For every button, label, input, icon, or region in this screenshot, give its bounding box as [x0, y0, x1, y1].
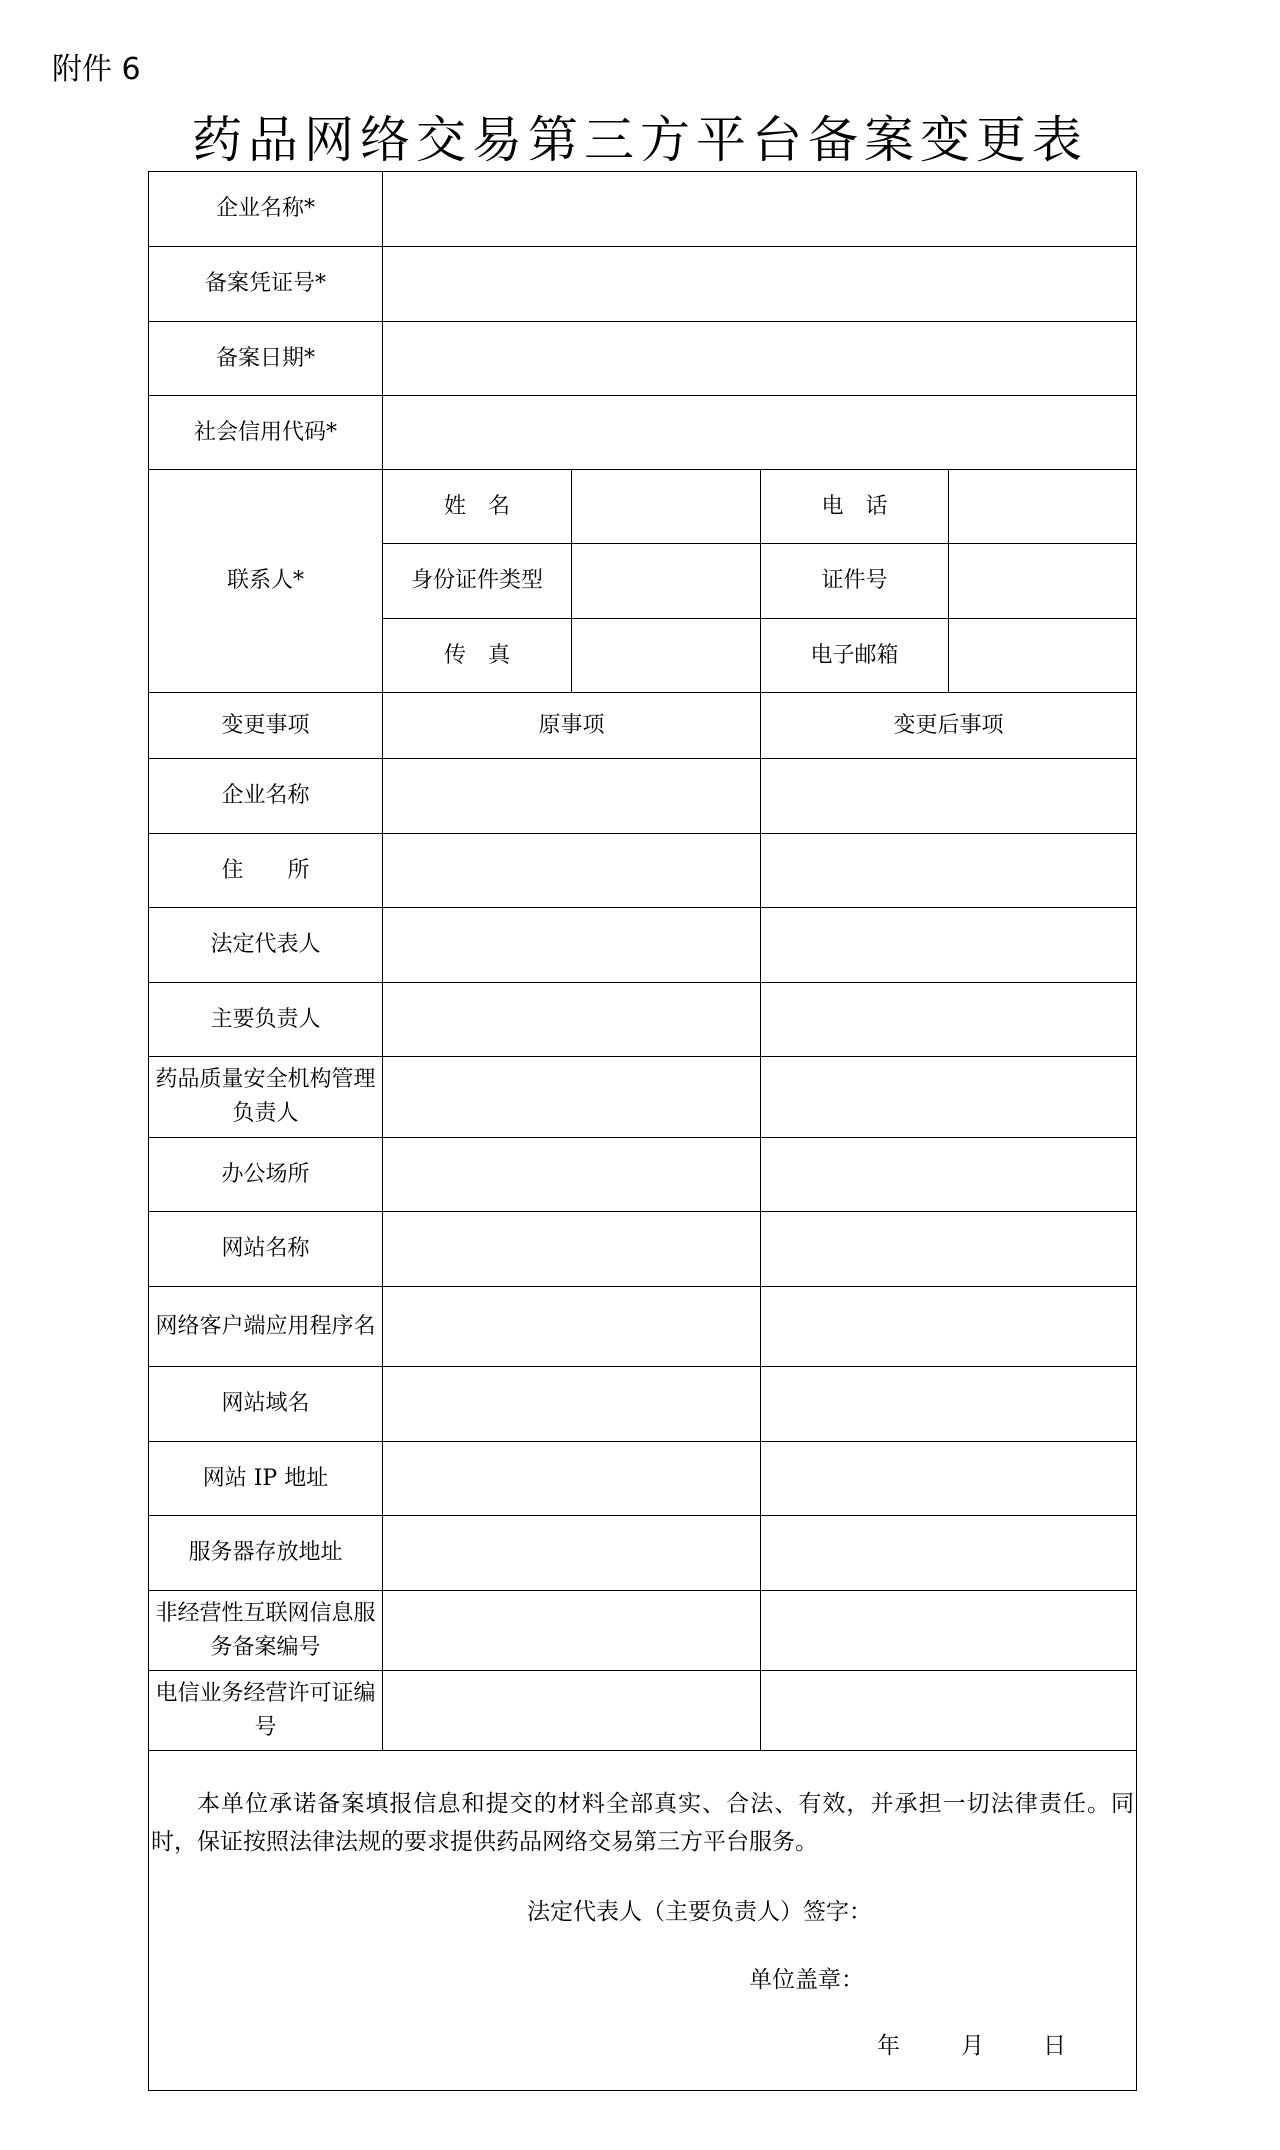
form-title: 药品网络交易第三方平台备案变更表	[192, 111, 1088, 169]
changed-value-field[interactable]	[761, 1138, 1137, 1212]
original-item-header: 原事项	[383, 693, 761, 759]
filing-date-label: 备案日期*	[149, 322, 383, 396]
contact-name-field[interactable]	[572, 470, 761, 544]
contact-id-type-label: 身份证件类型	[383, 544, 572, 619]
credit-code-label: 社会信用代码*	[149, 396, 383, 470]
change-item-label: 住 所	[149, 834, 383, 908]
change-item-label: 法定代表人	[149, 908, 383, 983]
changed-value-field[interactable]	[761, 1591, 1137, 1671]
change-item-header: 变更事项	[149, 693, 383, 759]
changed-value-field[interactable]	[761, 1442, 1137, 1516]
change-item-label: 非经营性互联网信息服务备案编号	[149, 1591, 383, 1671]
contact-phone-field[interactable]	[949, 470, 1137, 544]
company-name-field[interactable]	[383, 172, 1137, 247]
original-value-field[interactable]	[383, 908, 761, 983]
date-year-label: 年	[877, 2033, 900, 2059]
original-value-field[interactable]	[383, 1212, 761, 1287]
changed-value-field[interactable]	[761, 1057, 1137, 1138]
original-value-field[interactable]	[383, 1367, 761, 1442]
change-item-label: 主要负责人	[149, 983, 383, 1057]
original-value-field[interactable]	[383, 759, 761, 834]
declaration-text: 本单位承诺备案填报信息和提交的材料全部真实、合法、有效，并承担一切法律责任。同时，保证按照法律法规的要求提供药品网络交易第三方平台服务。	[151, 1791, 1134, 1855]
contact-id-type-field[interactable]	[572, 544, 761, 619]
contact-phone-label: 电 话	[761, 470, 949, 544]
original-value-field[interactable]	[383, 1057, 761, 1138]
changed-value-field[interactable]	[761, 1671, 1137, 1751]
original-value-field[interactable]	[383, 983, 761, 1057]
change-item-label: 药品质量安全机构管理负责人	[149, 1057, 383, 1138]
contact-label: 联系人*	[149, 470, 383, 693]
changed-value-field[interactable]	[761, 1212, 1137, 1287]
filing-date-field[interactable]	[383, 322, 1137, 396]
changed-value-field[interactable]	[761, 1367, 1137, 1442]
change-item-label: 办公场所	[149, 1138, 383, 1212]
change-item-label: 网络客户端应用程序名	[149, 1287, 383, 1367]
company-name-label: 企业名称*	[149, 172, 383, 247]
contact-email-field[interactable]	[949, 619, 1137, 693]
change-item-label: 网站名称	[149, 1212, 383, 1287]
original-value-field[interactable]	[383, 1516, 761, 1591]
changed-value-field[interactable]	[761, 834, 1137, 908]
date-month-label: 月	[961, 2033, 984, 2059]
changed-value-field[interactable]	[761, 908, 1137, 983]
declaration-section	[149, 1751, 1137, 2091]
legal-rep-signature-label: 法定代表人（主要负责人）签字：	[527, 1899, 872, 1925]
original-value-field[interactable]	[383, 1138, 761, 1212]
contact-fax-label: 传 真	[383, 619, 572, 693]
contact-fax-field[interactable]	[572, 619, 761, 693]
after-item-header: 变更后事项	[761, 693, 1137, 759]
filing-cert-no-label: 备案凭证号*	[149, 247, 383, 322]
change-item-label: 企业名称	[149, 759, 383, 834]
filing-cert-no-field[interactable]	[383, 247, 1137, 322]
change-item-label: 电信业务经营许可证编号	[149, 1671, 383, 1751]
changed-value-field[interactable]	[761, 1516, 1137, 1591]
contact-id-no-field[interactable]	[949, 544, 1137, 619]
contact-id-no-label: 证件号	[761, 544, 949, 619]
original-value-field[interactable]	[383, 1591, 761, 1671]
changed-value-field[interactable]	[761, 983, 1137, 1057]
change-item-label: 服务器存放地址	[149, 1516, 383, 1591]
changed-value-field[interactable]	[761, 759, 1137, 834]
contact-email-label: 电子邮箱	[761, 619, 949, 693]
original-value-field[interactable]	[383, 1442, 761, 1516]
original-value-field[interactable]	[383, 1671, 761, 1751]
original-value-field[interactable]	[383, 1287, 761, 1367]
credit-code-field[interactable]	[383, 396, 1137, 470]
original-value-field[interactable]	[383, 834, 761, 908]
unit-seal-label: 单位盖章：	[749, 1967, 864, 1993]
attachment-label: 附件 6	[52, 52, 141, 87]
changed-value-field[interactable]	[761, 1287, 1137, 1367]
change-item-label: 网站 IP 地址	[149, 1442, 383, 1516]
change-item-label: 网站域名	[149, 1367, 383, 1442]
contact-name-label: 姓 名	[383, 470, 572, 544]
date-day-label: 日	[1043, 2033, 1066, 2059]
filing-change-form	[148, 171, 1137, 2091]
